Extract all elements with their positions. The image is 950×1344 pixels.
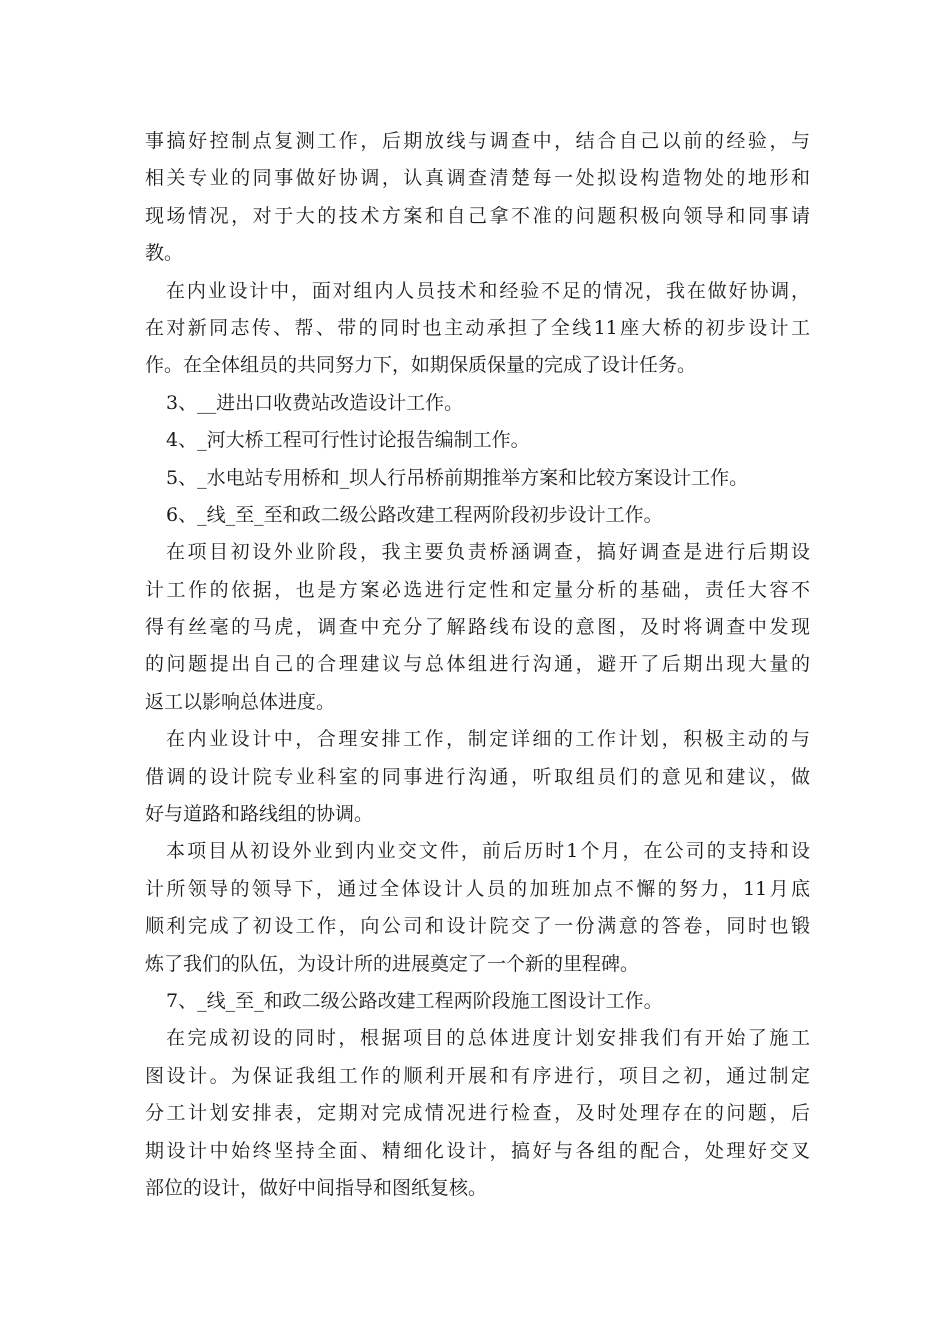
- text-line: 部位的设计，做好中间指导和图纸复核。: [145, 1176, 488, 1199]
- text-line: 现场情况，对于大的技术方案和自己拿不准的问题积极向领导和同事请: [145, 204, 810, 227]
- text-line: 事搞好控制点复测工作，后期放线与调查中，结合自己以前的经验，与: [145, 130, 810, 152]
- text-line: 5、_水电站专用桥和_坝人行吊桥前期推举方案和比较方案设计工作。: [166, 466, 749, 489]
- text-line: 炼了我们的队伍，为设计所的进展奠定了一个新的里程碑。: [145, 952, 640, 975]
- text-line: 计所领导的领导下，通过全体设计人员的加班加点不懈的努力，11月底: [145, 877, 810, 900]
- text-line: 在内业设计中，合理安排工作，制定详细的工作计划，积极主动的与: [166, 728, 810, 751]
- text-line: 本项目从初设外业到内业交文件，前后历时1个月，在公司的支持和设: [166, 840, 810, 863]
- text-line: 6、_线_至_至和政二级公路改建工程两阶段初步设计工作。: [166, 503, 663, 526]
- text-line: 在对新同志传、帮、带的同时也主动承担了全线11座大桥的初步设计工: [145, 316, 810, 339]
- text-line: 图设计。为保证我组工作的顺利开展和有序进行，项目之初，通过制定: [145, 1064, 810, 1087]
- text-line: 教。: [145, 242, 184, 265]
- text-line: 计工作的依据，也是方案必选进行定性和定量分析的基础，责任大容不: [145, 578, 810, 601]
- text-line: 3、__进出口收费站改造设计工作。: [166, 391, 464, 414]
- text-line: 在内业设计中，面对组内人员技术和经验不足的情况，我在做好协调，: [166, 279, 810, 302]
- text-line: 顺利完成了初设工作，向公司和设计院交了一份满意的答卷，同时也锻: [145, 915, 810, 938]
- text-line: 借调的设计院专业科室的同事进行沟通，听取组员们的意见和建议，做: [145, 765, 810, 788]
- text-line: 作。在全体组员的共同努力下，如期保质保量的完成了设计任务。: [145, 354, 697, 377]
- text-line: 7、_线_至_和政二级公路改建工程两阶段施工图设计工作。: [166, 989, 663, 1012]
- text-line: 在完成初设的同时，根据项目的总体进度计划安排我们有开始了施工: [166, 1027, 810, 1050]
- text-line: 返工以影响总体进度。: [145, 690, 336, 713]
- text-line: 得有丝毫的马虎，调查中充分了解路线布设的意图，及时将调查中发现: [145, 616, 810, 639]
- text-line: 分工计划安排表，定期对完成情况进行检查，及时处理存在的问题，后: [145, 1102, 810, 1125]
- text-line: 的问题提出自己的合理建议与总体组进行沟通，避开了后期出现大量的: [145, 653, 810, 676]
- text-line: 4、_河大桥工程可行性讨论报告编制工作。: [166, 429, 530, 452]
- text-line: 在项目初设外业阶段，我主要负责桥涵调查，搞好调查是进行后期设: [166, 541, 810, 564]
- text-line: 期设计中始终坚持全面、精细化设计，搞好与各组的配合，处理好交叉: [145, 1139, 810, 1162]
- text-line: 好与道路和路线组的协调。: [145, 803, 374, 826]
- text-line: 相关专业的同事做好协调，认真调查清楚每一处拟设构造物处的地形和: [145, 167, 810, 190]
- document-body: [145, 123, 810, 1207]
